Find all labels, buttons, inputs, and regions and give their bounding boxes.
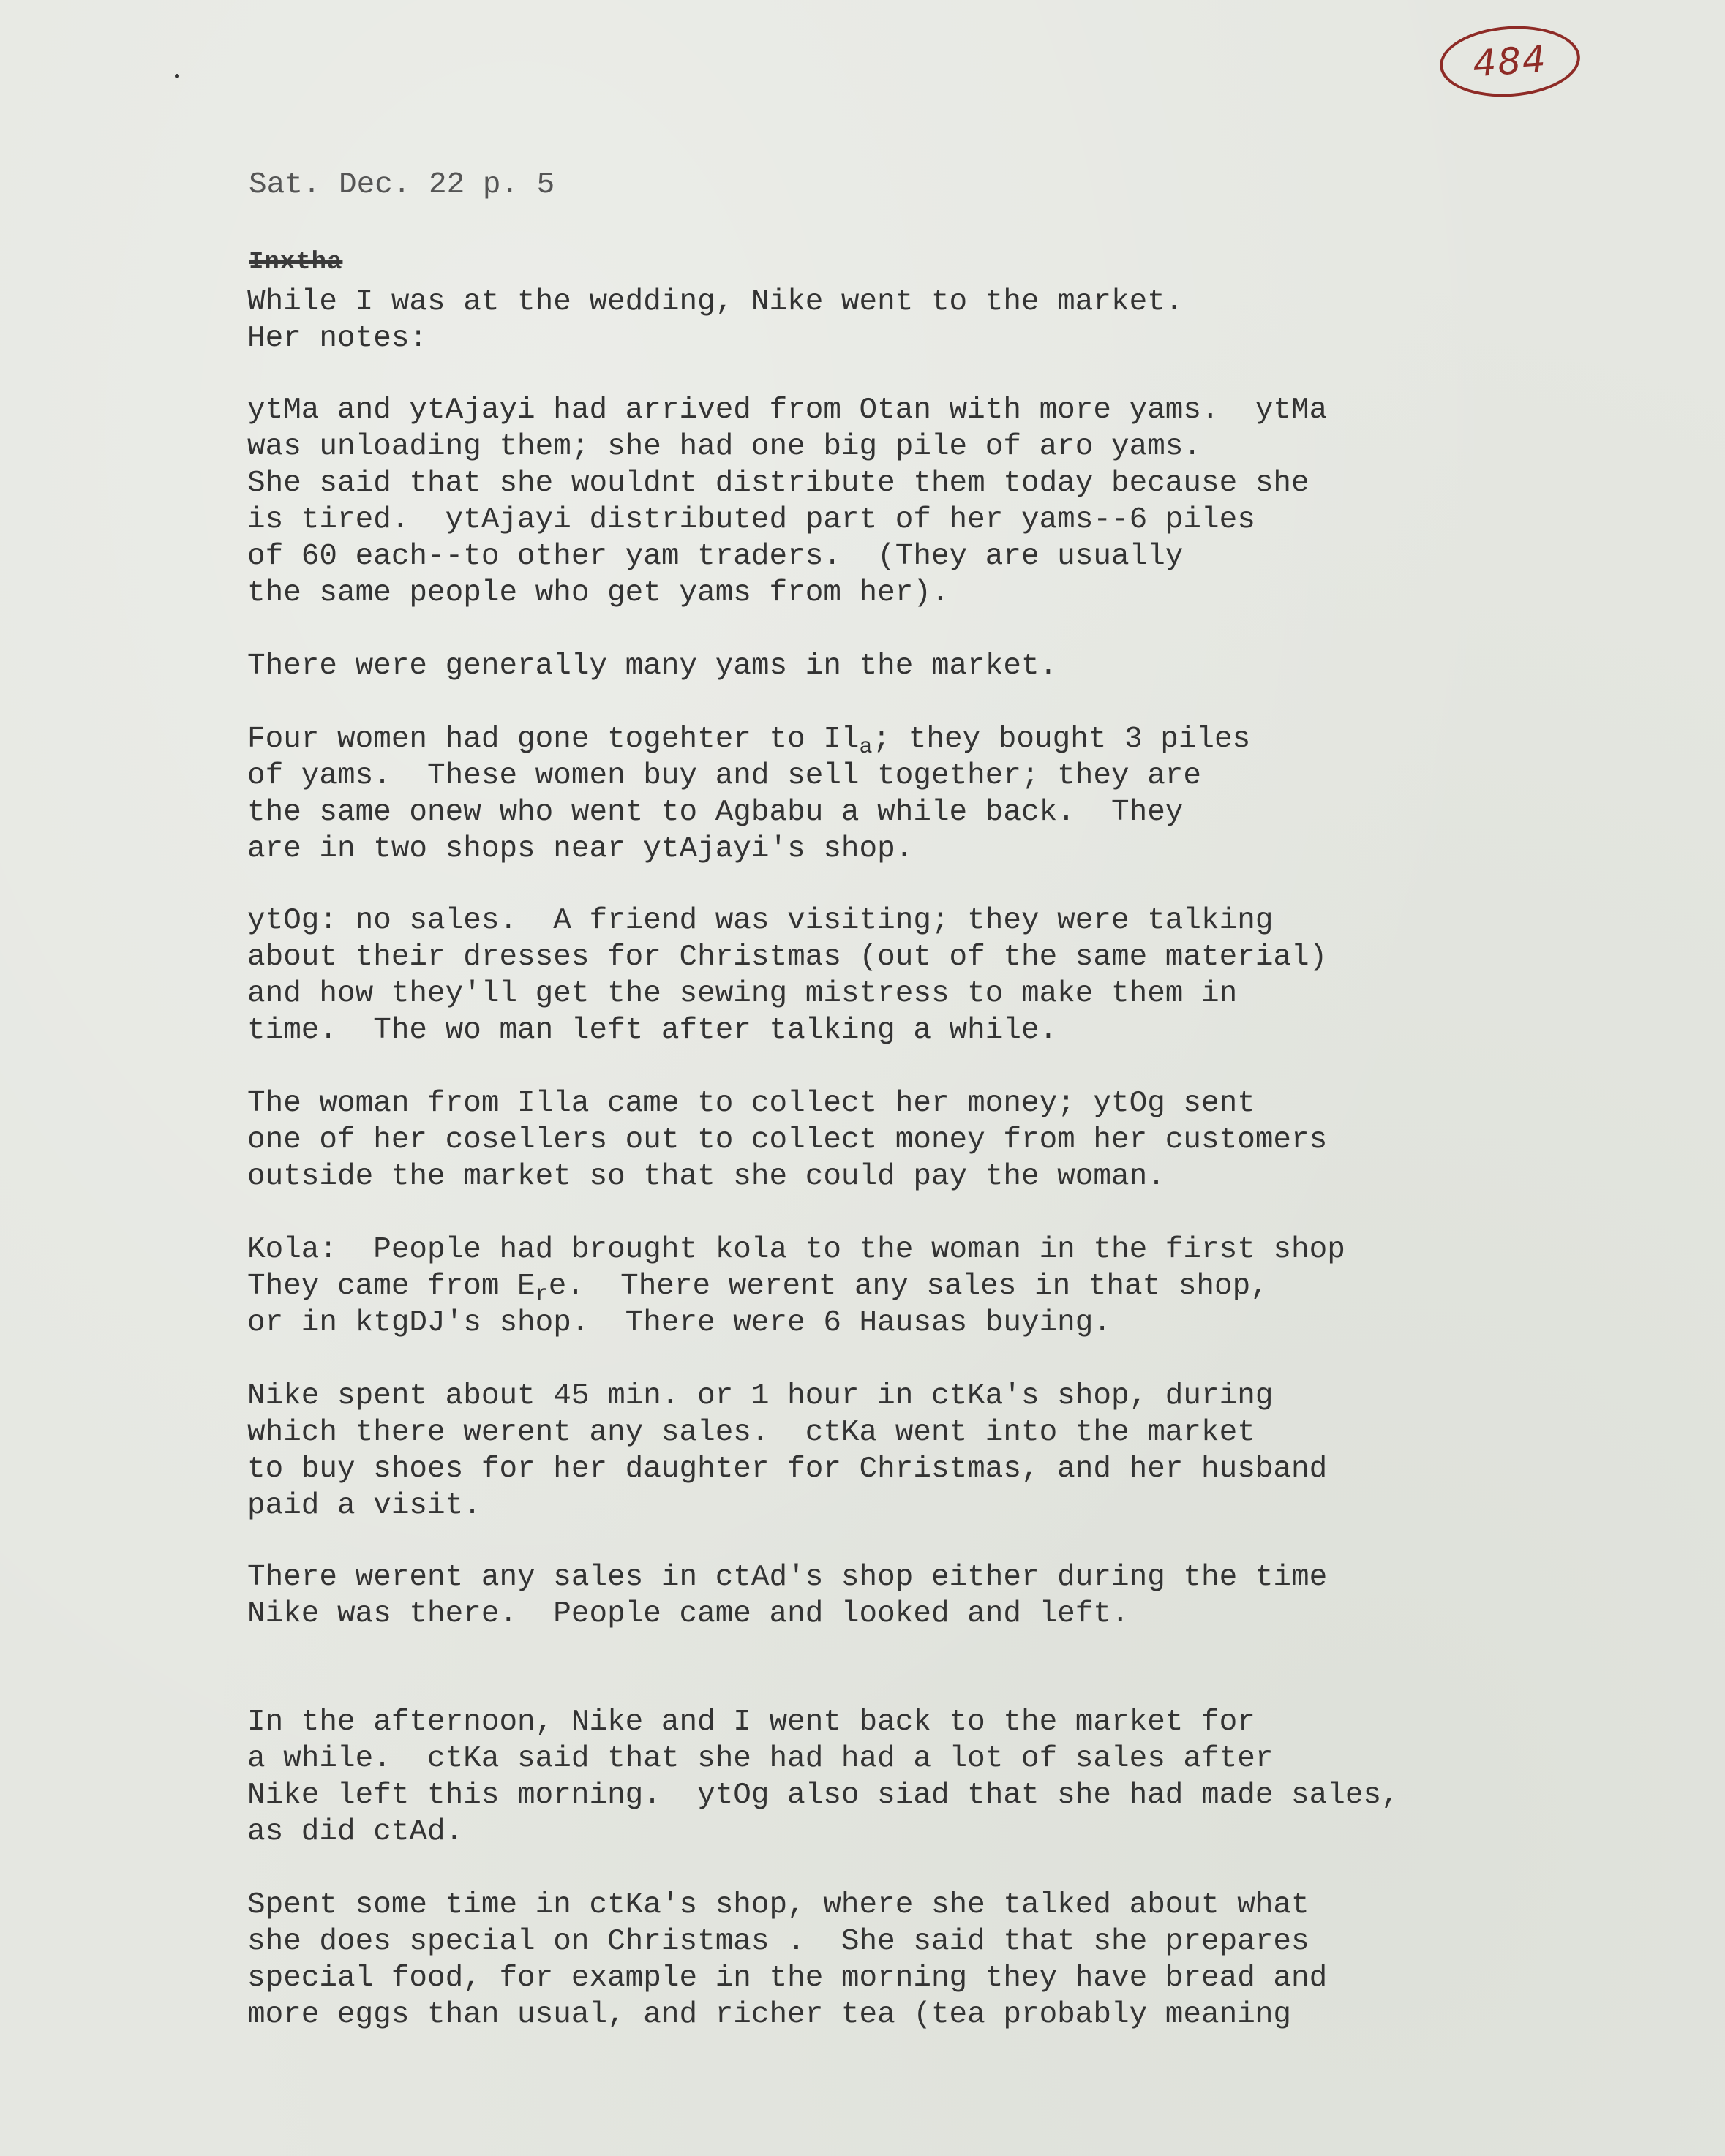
text-line: Nike spent about 45 min. or 1 hour in ctKa's shop, during	[247, 1379, 1274, 1413]
text-line: she does special on Christmas . She said that she prepares	[247, 1925, 1309, 1959]
text-line: In the afternoon, Nike and I went back to the market for	[247, 1705, 1255, 1739]
text-line: is tired. ytAjayi distributed part of her yams--6 piles	[247, 503, 1255, 537]
text-line: a while. ctKa said that she had had a lot of sales after	[247, 1742, 1274, 1776]
text-line: to buy shoes for her daughter for Christmas, and her husband	[247, 1452, 1328, 1486]
page-heading: Sat. Dec. 22 p. 5	[249, 168, 555, 202]
text-line: While I was at the wedding, Nike went to the market.	[247, 285, 1184, 319]
text-line: the same onew who went to Agbabu a while back. They	[247, 796, 1184, 829]
text-line: was unloading them; she had one big pile of aro yams.	[247, 430, 1202, 464]
text-line: of yams. These women buy and sell together; they are	[247, 759, 1202, 793]
stray-ink-dot	[175, 74, 179, 78]
text-line: which there werent any sales. ctKa went into the market	[247, 1416, 1255, 1450]
text-line: There were generally many yams in the market.	[247, 649, 1058, 683]
text-line: paid a visit.	[247, 1489, 481, 1523]
page-number-stamp	[1438, 21, 1582, 101]
text-line: There werent any sales in ctAd's shop either during the time	[247, 1561, 1328, 1594]
text-line: as did ctAd.	[247, 1815, 464, 1849]
text-segment: ; they bought 3 piles	[872, 723, 1251, 756]
struck-out-text: Inxtha	[249, 249, 343, 276]
text-line: the same people who get yams from her).	[247, 576, 950, 610]
text-line: of 60 each--to other yam traders. (They are usually	[247, 540, 1184, 573]
text-line: one of her cosellers out to collect money from her customers	[247, 1123, 1328, 1157]
text-line: The woman from Illa came to collect her money; ytOg sent	[247, 1087, 1255, 1120]
subscript: a	[859, 735, 873, 760]
text-line: or in ktgDJ's shop. There were 6 Hausas buying.	[247, 1306, 1111, 1340]
text-line: time. The wo man left after talking a while.	[247, 1014, 1058, 1047]
text-line: special food, for example in the morning they have bread and	[247, 1961, 1328, 1995]
text-line: ytMa and ytAjayi had arrived from Otan with more yams. ytMa	[247, 393, 1328, 427]
text-line: Nike was there. People came and looked and left.	[247, 1597, 1130, 1631]
text-line: and how they'll get the sewing mistress to make them in	[247, 977, 1238, 1011]
text-line: She said that she wouldnt distribute them today because she	[247, 467, 1309, 500]
page-number-text: 484	[1471, 37, 1549, 86]
text-segment: e. There werent any sales in that shop,	[548, 1270, 1269, 1303]
text-line: Kola: People had brought kola to the woman in the first shop	[247, 1233, 1345, 1267]
text-segment: Four women had gone togehter to Il	[247, 723, 860, 756]
text-line: outside the market so that she could pay the woman.	[247, 1160, 1165, 1194]
text-line: more eggs than usual, and richer tea (tea probably meaning	[247, 1998, 1292, 2032]
text-segment: They came from E	[247, 1270, 535, 1303]
text-line: are in two shops near ytAjayi's shop.	[247, 832, 914, 866]
text-line: Spent some time in ctKa's shop, where she talked about what	[247, 1888, 1309, 1922]
subscript: r	[535, 1282, 549, 1307]
text-line: about their dresses for Christmas (out of the same material)	[247, 941, 1328, 974]
text-line: ytOg: no sales. A friend was visiting; they were talking	[247, 904, 1274, 938]
text-line: Her notes:	[247, 322, 428, 355]
text-line: Nike left this morning. ytOg also siad that she had made sales,	[247, 1779, 1399, 1812]
